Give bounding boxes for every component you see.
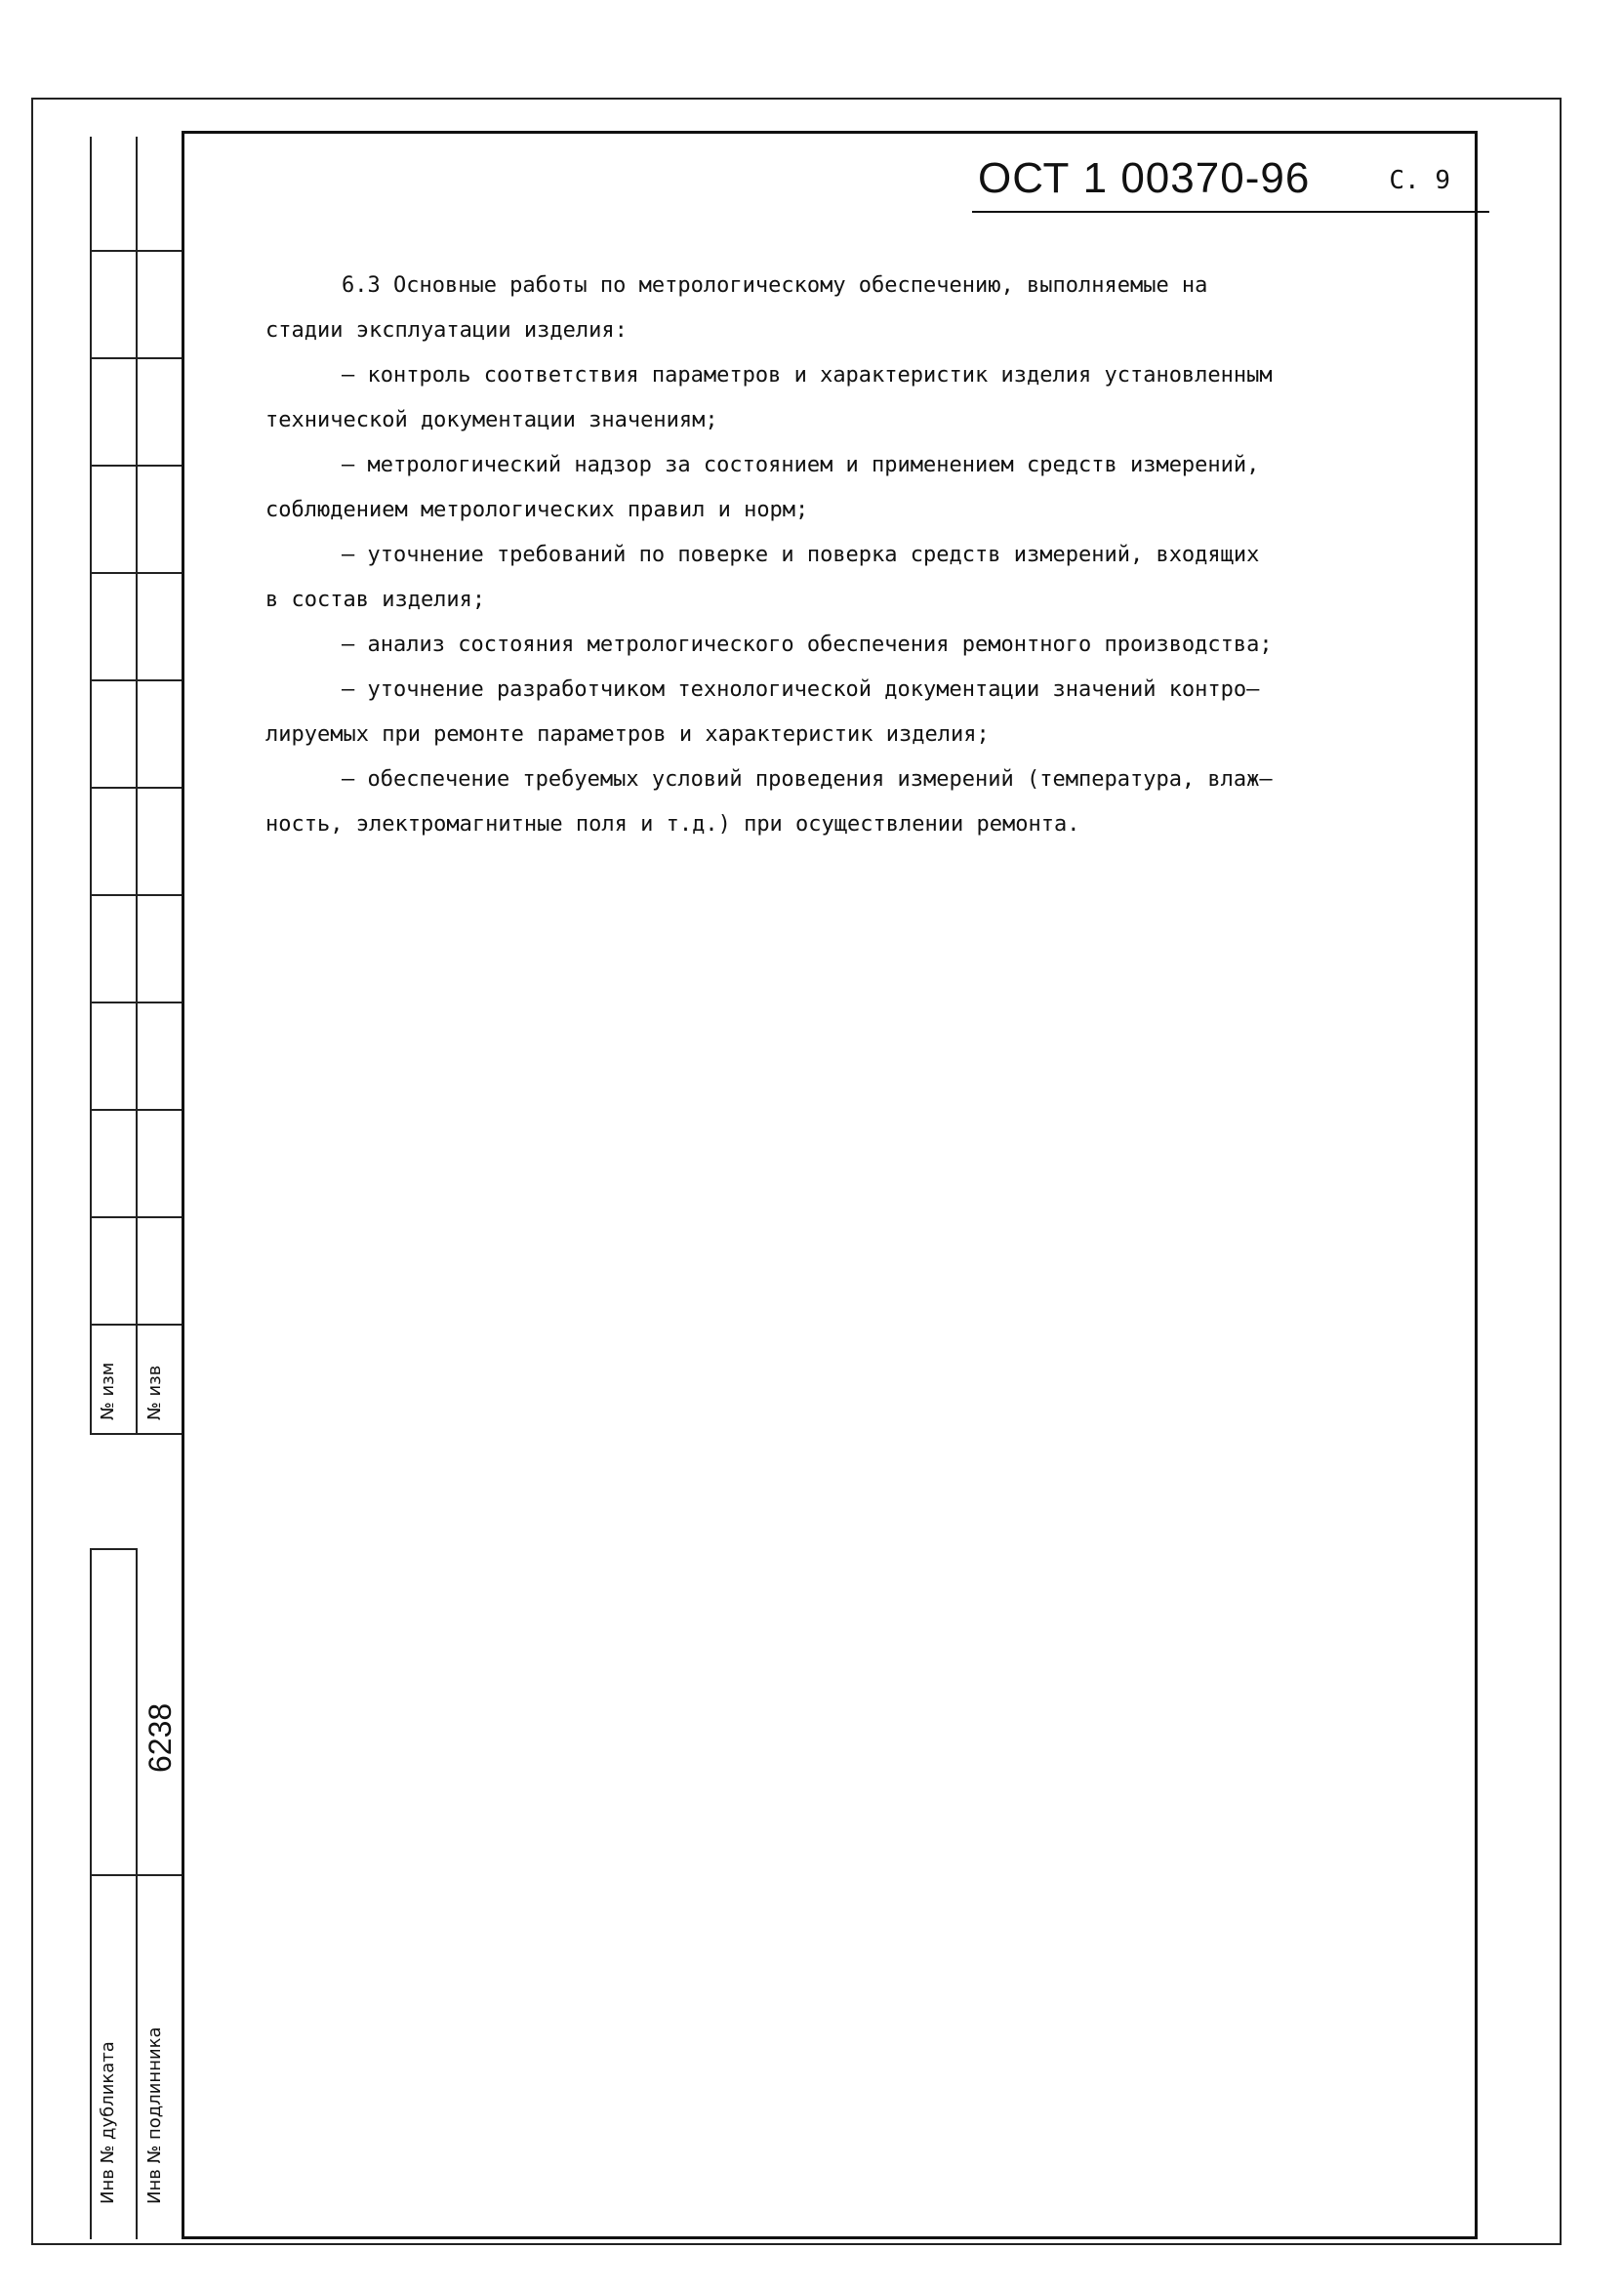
intro-line: 6.3 Основные работы по метрологическому обеспечению, выполняемые на bbox=[342, 273, 1208, 298]
list-item-continuation: технической документации значениям; bbox=[265, 408, 718, 432]
label-dublikata: Инв № дубликата bbox=[98, 2041, 118, 2204]
margin-divider bbox=[90, 1433, 182, 1435]
label-podlinnika: Инв № подлинника bbox=[144, 2026, 165, 2204]
margin-divider bbox=[90, 465, 182, 467]
inv-number: 6238 bbox=[142, 1702, 178, 1773]
margin-divider bbox=[90, 1216, 182, 1218]
margin-divider bbox=[90, 787, 182, 789]
page-number: С. 9 bbox=[1389, 166, 1450, 195]
margin-divider bbox=[90, 250, 182, 252]
margin-divider bbox=[90, 357, 182, 359]
list-item: – контроль соответствия параметров и характеристик изделия установленным bbox=[342, 363, 1273, 388]
document-code: ОСТ 1 00370-96 bbox=[978, 154, 1311, 202]
list-item: – уточнение требований по поверке и поверка средств измерений, входящих bbox=[342, 543, 1260, 567]
margin-divider bbox=[90, 1324, 182, 1326]
list-item: – обеспечение требуемых условий проведения измерений (температура, влаж– bbox=[342, 767, 1273, 792]
margin-divider bbox=[90, 679, 182, 681]
page-header bbox=[972, 154, 1489, 213]
margin-divider bbox=[90, 1002, 182, 1003]
margin-strip-inner bbox=[136, 137, 182, 1435]
list-item: – уточнение разработчиком технологической документации значений контро– bbox=[342, 677, 1260, 702]
intro-line: стадии эксплуатации изделия: bbox=[265, 318, 628, 343]
label-izm: № изм bbox=[98, 1362, 118, 1420]
list-item-continuation: в состав изделия; bbox=[265, 588, 486, 612]
section-text bbox=[265, 264, 1417, 847]
margin-column-top bbox=[90, 137, 182, 1435]
margin-divider bbox=[90, 1874, 182, 1876]
list-item: – метрологический надзор за состоянием и применением средств измерений, bbox=[342, 453, 1260, 477]
margin-strip-outer bbox=[90, 137, 136, 1435]
margin-divider bbox=[90, 894, 182, 896]
margin-divider bbox=[90, 572, 182, 574]
list-item-continuation: соблюдением метрологических правил и норм; bbox=[265, 498, 809, 522]
list-item-continuation: ность, электромагнитные поля и т.д.) при осуществлении ремонта. bbox=[265, 812, 1080, 837]
label-izv: № изв bbox=[144, 1365, 165, 1420]
margin-divider bbox=[90, 1109, 182, 1111]
margin-column-bottom bbox=[90, 1548, 182, 2239]
list-item-continuation: лируемых при ремонте параметров и характеристик изделия; bbox=[265, 722, 990, 747]
list-item: – анализ состояния метрологического обеспечения ремонтного производства; bbox=[342, 633, 1273, 657]
